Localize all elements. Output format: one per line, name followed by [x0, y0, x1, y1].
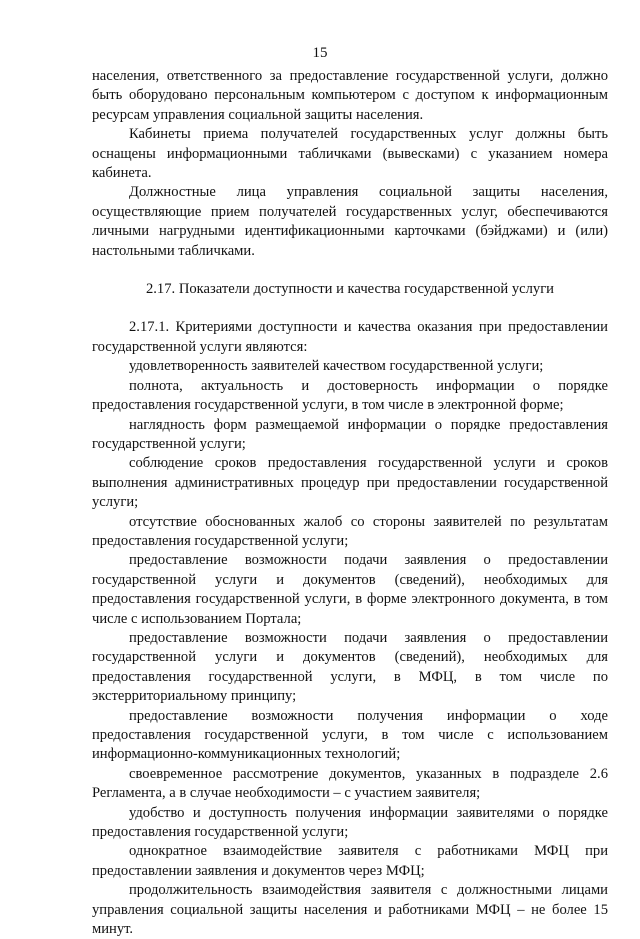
criteria-item: предоставление возможности получения информации о ходе предоставления государственной услуги, в том числе с использованием информационно-коммуникационных технологий; [92, 707, 608, 763]
criteria-intro: 2.17.1. Критериями доступности и качества оказания при предоставлении государственной услуги являются: [92, 319, 608, 355]
document-body [92, 67, 608, 939]
criteria-item: наглядность форм размещаемой информации о порядке предоставления государственной услуги; [92, 416, 608, 452]
paragraph: Должностные лица управления социальной защиты населения, осуществляющие прием получателей государственных услуг, обеспечиваются личными нагрудными идентификационными карточками (бэйджами) и (или) настольными табличками. [92, 184, 608, 259]
section-heading: 2.17. Показатели доступности и качества государственной услуги [145, 281, 554, 298]
criteria-item: предоставление возможности подачи заявления о предоставлении государственной услуги и документов (сведений), необходимых для предоставления государственной услуги, в МФЦ, в том числе по экстерриториальному принципу; [92, 629, 608, 705]
criteria-item: продолжительность взаимодействия заявителя с должностными лицами управления социальной защиты населения и работниками МФЦ – не более 15 минут. [92, 882, 608, 938]
criteria-item: удовлетворенность заявителей качеством государственной услуги; [129, 358, 544, 375]
criteria-item: предоставление возможности подачи заявления о предоставлении государственной услуги и документов (сведений), необходимых для предоставления государственной услуги, в форме электронного документа, в том числе с использованием Портала; [92, 552, 608, 627]
paragraph: Кабинеты приема получателей государственных услуг должны быть оснащены информационными табличками (вывесками) с указанием номера кабинета. [92, 126, 608, 182]
criteria-item: своевременное рассмотрение документов, указанных в подразделе 2.6 Регламента, а в случае необходимости – с участием заявителя; [92, 765, 608, 802]
criteria-item: полнота, актуальность и достоверность информации о порядке предоставления государственной услуги, в том числе в электронной форме; [92, 377, 608, 414]
criteria-item: однократное взаимодействие заявителя с работниками МФЦ при предоставлении заявления и документов через МФЦ; [92, 843, 608, 879]
criteria-item: удобство и доступность получения информации заявителями о порядке предоставления государственной услуги; [92, 804, 608, 841]
criteria-item: отсутствие обоснованных жалоб со стороны заявителей по результатам предоставления государственной услуги; [92, 513, 608, 549]
paragraph-continuation: населения, ответственного за предоставление государственной услуги, должно быть оборудовано персональным компьютером с доступом к информационным ресурсам управления социальной защиты населения. [92, 68, 608, 123]
criteria-item: соблюдение сроков предоставления государственной услуги и сроков выполнения административных процедур при предоставлении государственной услуги; [92, 455, 608, 511]
page-number: 15 [312, 45, 328, 61]
